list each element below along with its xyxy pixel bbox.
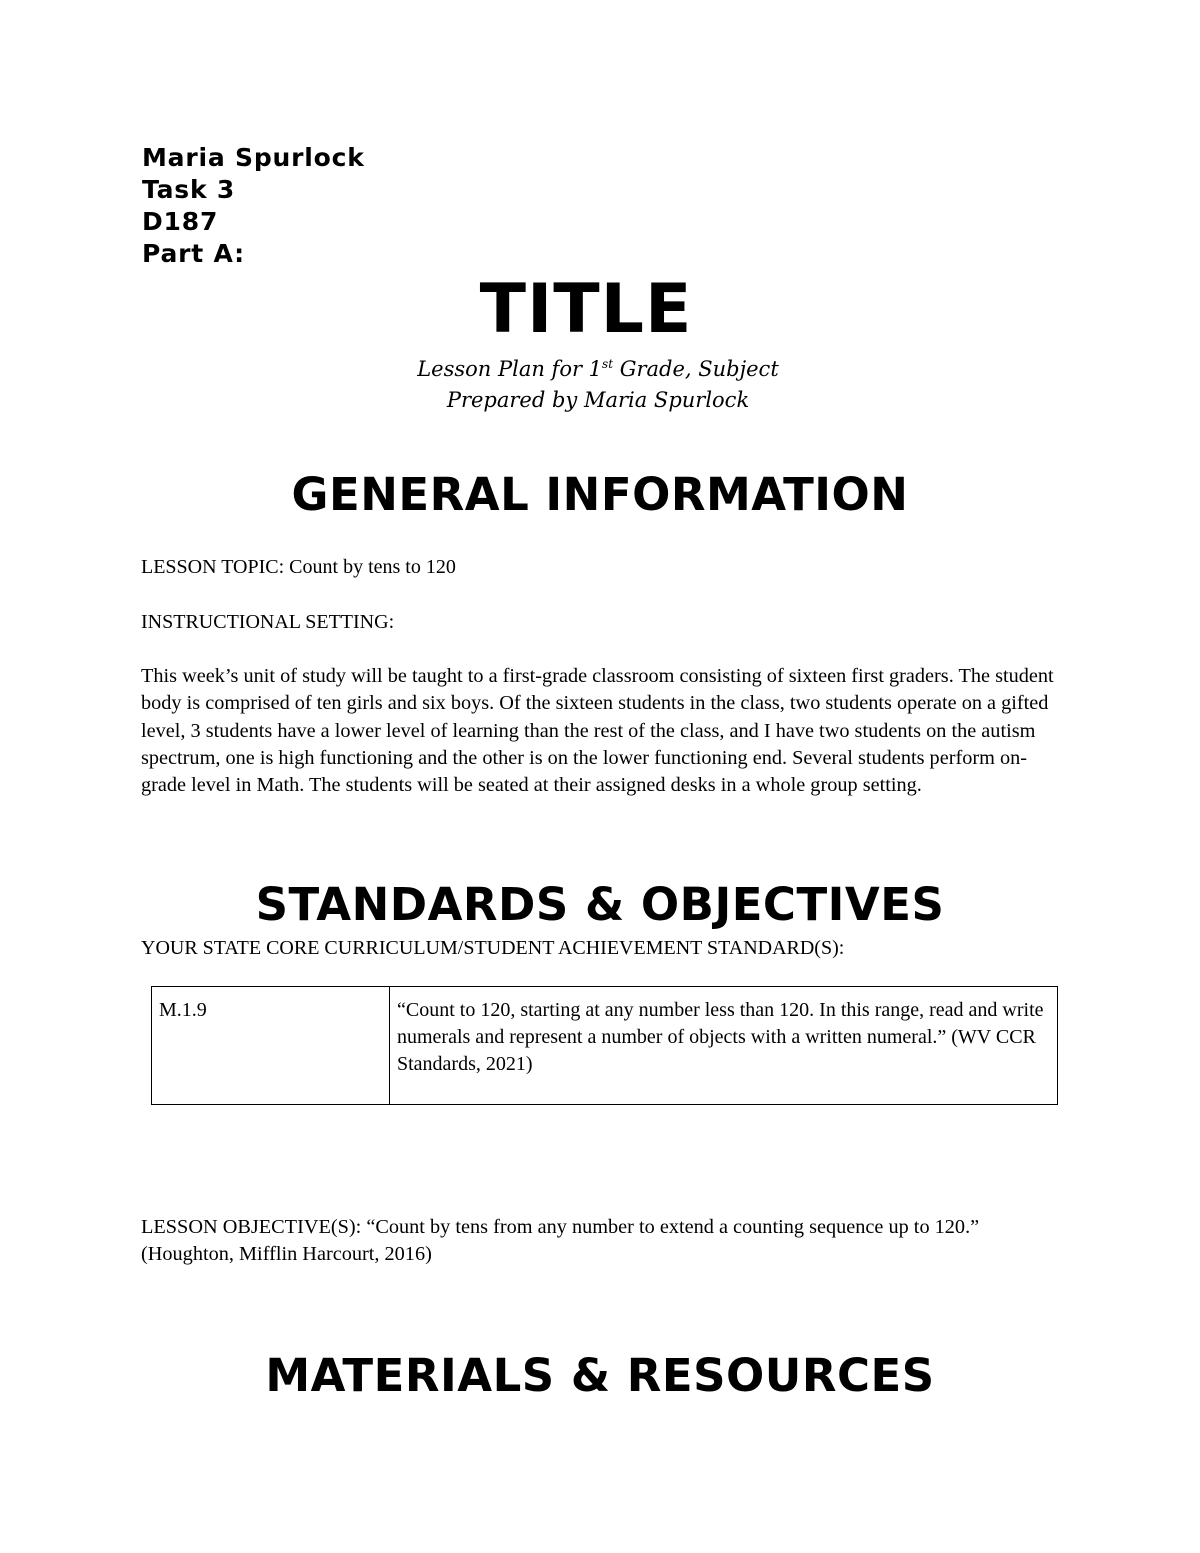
subtitle-suffix: Grade, Subject <box>613 357 779 381</box>
table-row <box>152 987 1058 1105</box>
lesson-objectives: LESSON OBJECTIVE(S): “Count by tens from any number to extend a counting sequence up to 120.” (Houghton, Mifflin Harcourt, 2016) <box>141 1216 980 1266</box>
lesson-topic: LESSON TOPIC: Count by tens to 120 <box>141 556 456 578</box>
standard-code-cell: M.1.9 <box>152 987 390 1105</box>
instructional-setting-label: INSTRUCTIONAL SETTING: <box>141 611 395 633</box>
subtitle-ordinal: st <box>602 357 614 371</box>
standards-objectives-heading: STANDARDS & OBJECTIVES <box>255 878 945 931</box>
subtitle-line-1 <box>0 354 1196 384</box>
setting-description: This week’s unit of study will be taught to a first-grade classroom consisting of sixteen first graders. The student body is comprised of ten girls and six boys. Of the sixteen students in the class, two students operate on a gifted level, 3 students have a lower level of learning than the rest of the class, and I have two students on the autism spectrum, one is high functioning and the other is on the lower functioning end. Several students perform on-grade level in Math. The students will be seated at their assigned desks in a whole group setting. <box>141 665 1054 797</box>
materials-resources-heading: MATERIALS & RESOURCES <box>265 1349 935 1402</box>
general-information-heading: GENERAL INFORMATION <box>291 468 909 521</box>
task-label: Task 3 <box>142 175 236 204</box>
author-name: Maria Spurlock <box>142 143 365 172</box>
course-code: D187 <box>142 207 219 236</box>
header-block <box>142 142 365 270</box>
standards-label: YOUR STATE CORE CURRICULUM/STUDENT ACHIEVEMENT STANDARD(S): <box>141 937 845 959</box>
document-title: TITLE <box>479 270 693 349</box>
part-label: Part A: <box>142 239 245 268</box>
subtitle-prefix: Lesson Plan for 1 <box>417 357 603 381</box>
standards-table <box>151 986 1058 1105</box>
subtitle-line-2: Prepared by Maria Spurlock <box>446 388 750 412</box>
standard-description-cell: “Count to 120, starting at any number less than 120. In this range, read and write numerals and represent a number of objects with a written numeral.” (WV CCR Standards, 2021) <box>390 987 1058 1105</box>
